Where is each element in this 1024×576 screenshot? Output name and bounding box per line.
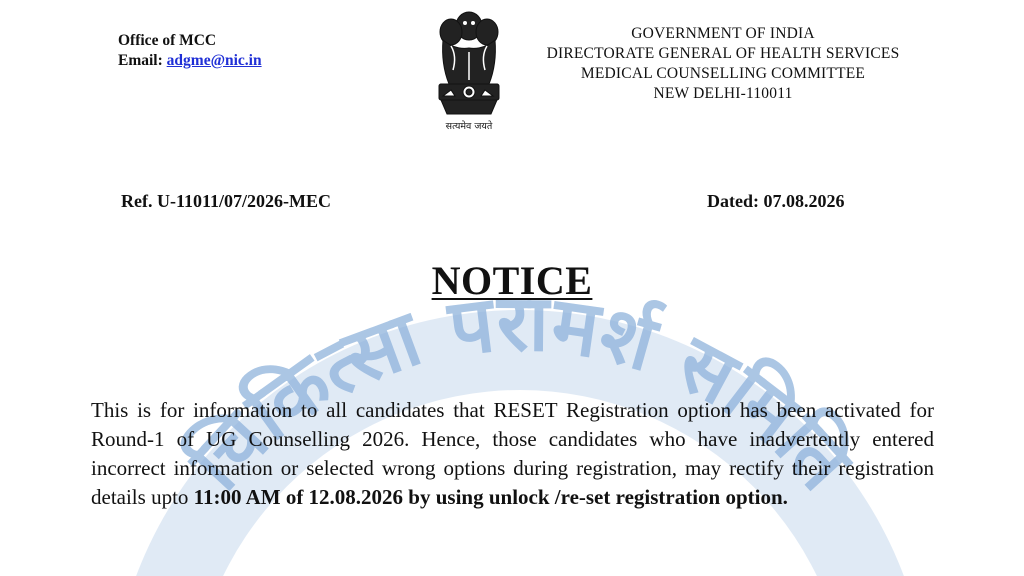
header-line-3: MEDICAL COUNSELLING COMMITTEE: [580, 65, 866, 82]
header-line-1: GOVERNMENT OF INDIA: [631, 25, 815, 42]
government-header: [528, 24, 918, 104]
header-line-4: NEW DELHI-110011: [653, 85, 793, 102]
office-info: [118, 31, 262, 71]
email-label: Email:: [118, 52, 163, 69]
notice-title-wrap: [0, 257, 1024, 304]
office-name: Office of MCC: [118, 32, 217, 49]
notice-body: [91, 396, 934, 512]
office-email-line: [118, 51, 262, 71]
watermark-text: चिकित्सा परामर्श समिति: [172, 278, 868, 508]
notice-body-deadline: 11:00 AM of 12.08.2026 by using unlock /re-set registration option.: [193, 485, 788, 509]
emblem-motto: सत्यमेव जयते: [445, 121, 493, 132]
reference-number: Ref. U-11011/07/2026-MEC: [121, 191, 331, 211]
dated: Dated: 07.08.2026: [707, 191, 845, 211]
email-link[interactable]: adgme@nic.in: [166, 52, 262, 69]
notice-title: NOTICE: [431, 258, 593, 303]
notice-body-text: This is for information to all candidates that RESET Registration option has been activated for Round-1 of UG Counselling 2026. Hence, those candidates who have inadvertently entered incorrect information or selected wrong options during registration, may rectify their registration details upto: [91, 398, 934, 509]
header-line-2: DIRECTORATE GENERAL OF HEALTH SERVICES: [546, 45, 900, 62]
